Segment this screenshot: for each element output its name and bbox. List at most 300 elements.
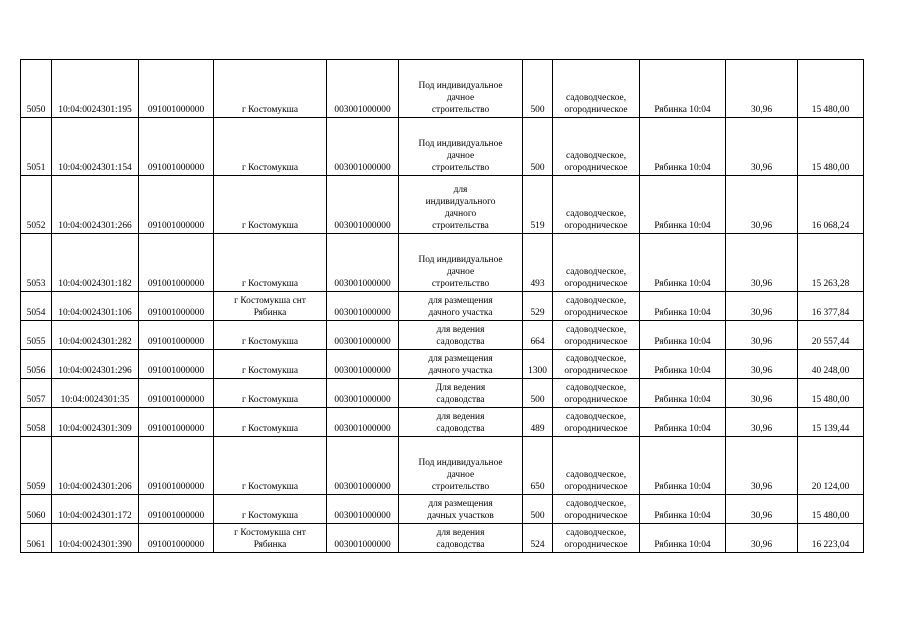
location-cell-text: г Костомукша — [241, 163, 299, 173]
area-cell — [523, 350, 553, 379]
cadastral-number-cell — [52, 379, 139, 408]
table-row — [21, 379, 864, 408]
okato-code-cell — [139, 292, 214, 321]
permitted-use-cell-text: для размещения — [428, 296, 493, 306]
permitted-use-cell-text: дачное — [446, 267, 475, 277]
specific-value-cell-text: 30,96 — [750, 279, 773, 289]
okato-code-cell-text: 091001000000 — [147, 221, 205, 231]
area-cell-text: 519 — [530, 221, 545, 231]
category-cell — [553, 118, 640, 176]
permitted-use-cell-text: строительство — [431, 279, 490, 289]
location-cell-text: Рябинка — [253, 308, 287, 318]
category-cell — [553, 176, 640, 234]
cadastral-value-cell — [798, 350, 864, 379]
cadastral-number-cell-text: 10:04:0024301:309 — [58, 424, 132, 434]
zone-cell — [640, 524, 726, 553]
okato-code-cell-text: 091001000000 — [147, 482, 205, 492]
zone-cell-text: Рябинка 10:04 — [654, 105, 711, 115]
category-cell — [553, 234, 640, 292]
cadastral-value-cell-text: 20 124,00 — [811, 482, 850, 492]
category-cell-text: садоводческое, — [565, 499, 627, 509]
permitted-use-cell-text: для размещения — [428, 354, 493, 364]
oktmo-code-cell-text: 003001000000 — [334, 424, 391, 434]
specific-value-cell-text: 30,96 — [750, 337, 773, 347]
row-number-cell — [21, 495, 52, 524]
oktmo-code-cell-text: 003001000000 — [334, 221, 391, 231]
cadastral-value-cell-text: 15 480,00 — [811, 511, 850, 521]
area-cell-text: 489 — [530, 424, 545, 434]
oktmo-code-cell-text: 003001000000 — [334, 279, 391, 289]
area-cell — [523, 321, 553, 350]
row-number-cell-text: 5051 — [26, 163, 46, 173]
category-cell-text: садоводческое, — [565, 296, 627, 306]
permitted-use-cell — [399, 60, 523, 118]
location-cell-text: Рябинка — [253, 540, 287, 550]
permitted-use-cell-text: дачных участков — [427, 511, 494, 521]
oktmo-code-cell-text: 003001000000 — [334, 482, 391, 492]
cadastral-number-cell — [52, 234, 139, 292]
area-cell-text: 529 — [530, 308, 545, 318]
permitted-use-cell — [399, 408, 523, 437]
specific-value-cell — [726, 292, 798, 321]
permitted-use-cell-text: дачного — [444, 209, 477, 219]
category-cell-text: огородническое — [564, 279, 628, 289]
zone-cell-text: Рябинка 10:04 — [654, 511, 711, 521]
location-cell-text: г Костомукша — [241, 221, 299, 231]
specific-value-cell — [726, 234, 798, 292]
table-row — [21, 524, 864, 553]
specific-value-cell-text: 30,96 — [750, 221, 773, 231]
zone-cell — [640, 60, 726, 118]
permitted-use-cell — [399, 234, 523, 292]
permitted-use-cell — [399, 321, 523, 350]
oktmo-code-cell — [327, 408, 399, 437]
oktmo-code-cell-text: 003001000000 — [334, 308, 391, 318]
category-cell — [553, 350, 640, 379]
specific-value-cell — [726, 350, 798, 379]
permitted-use-cell — [399, 524, 523, 553]
row-number-cell — [21, 321, 52, 350]
area-cell-text: 650 — [530, 482, 545, 492]
oktmo-code-cell — [327, 176, 399, 234]
cadastral-number-cell — [52, 408, 139, 437]
category-cell — [553, 60, 640, 118]
row-number-cell — [21, 118, 52, 176]
zone-cell-text: Рябинка 10:04 — [654, 395, 711, 405]
cadastral-value-cell-text: 16 223,04 — [811, 540, 850, 550]
row-number-cell — [21, 60, 52, 118]
permitted-use-cell-text: садоводства — [436, 337, 485, 347]
zone-cell — [640, 321, 726, 350]
zone-cell-text: Рябинка 10:04 — [654, 163, 711, 173]
okato-code-cell-text: 091001000000 — [147, 105, 205, 115]
cadastral-number-cell-text: 10:04:0024301:282 — [58, 337, 132, 347]
oktmo-code-cell-text: 003001000000 — [334, 163, 391, 173]
cadastral-number-cell-text: 10:04:0024301:266 — [58, 221, 132, 231]
permitted-use-cell-text: дачного участка — [428, 366, 493, 376]
category-cell — [553, 408, 640, 437]
cadastral-number-cell — [52, 321, 139, 350]
category-cell — [553, 292, 640, 321]
okato-code-cell — [139, 495, 214, 524]
okato-code-cell-text: 091001000000 — [147, 424, 205, 434]
cadastral-value-cell-text: 15 263,28 — [811, 279, 850, 289]
cadastral-number-cell — [52, 437, 139, 495]
area-cell — [523, 408, 553, 437]
location-cell — [214, 437, 327, 495]
oktmo-code-cell — [327, 118, 399, 176]
okato-code-cell — [139, 524, 214, 553]
area-cell-text: 664 — [530, 337, 545, 347]
location-cell-text: г Костомукша — [241, 511, 299, 521]
category-cell-text: огородническое — [564, 308, 628, 318]
area-cell — [523, 176, 553, 234]
okato-code-cell — [139, 350, 214, 379]
row-number-cell — [21, 437, 52, 495]
category-cell — [553, 495, 640, 524]
category-cell-text: садоводческое, — [565, 528, 627, 538]
cadastral-value-cell — [798, 118, 864, 176]
location-cell-text: г Костомукша — [241, 395, 299, 405]
area-cell-text: 500 — [530, 105, 545, 115]
permitted-use-cell-text: дачного участка — [428, 308, 493, 318]
table-row — [21, 495, 864, 524]
okato-code-cell — [139, 234, 214, 292]
row-number-cell-text: 5056 — [26, 366, 46, 376]
area-cell — [523, 437, 553, 495]
area-cell — [523, 292, 553, 321]
row-number-cell — [21, 408, 52, 437]
location-cell — [214, 408, 327, 437]
cadastral-number-cell-text: 10:04:0024301:182 — [58, 279, 132, 289]
cadastral-number-cell-text: 10:04:0024301:154 — [58, 163, 132, 173]
okato-code-cell — [139, 379, 214, 408]
cadastral-value-cell-text: 15 480,00 — [811, 105, 850, 115]
area-cell — [523, 524, 553, 553]
oktmo-code-cell — [327, 524, 399, 553]
category-cell — [553, 379, 640, 408]
permitted-use-cell-text: садоводства — [436, 424, 485, 434]
area-cell-text: 493 — [530, 279, 545, 289]
okato-code-cell-text: 091001000000 — [147, 163, 205, 173]
category-cell-text: садоводческое, — [565, 151, 627, 161]
cadastral-number-cell — [52, 524, 139, 553]
location-cell-text: г Костомукша — [241, 279, 299, 289]
specific-value-cell-text: 30,96 — [750, 308, 773, 318]
specific-value-cell-text: 30,96 — [750, 105, 773, 115]
location-cell — [214, 234, 327, 292]
specific-value-cell — [726, 379, 798, 408]
row-number-cell — [21, 379, 52, 408]
location-cell — [214, 292, 327, 321]
zone-cell-text: Рябинка 10:04 — [654, 221, 711, 231]
location-cell — [214, 524, 327, 553]
specific-value-cell — [726, 118, 798, 176]
category-cell-text: садоводческое, — [565, 383, 627, 393]
cadastral-number-cell — [52, 292, 139, 321]
location-cell-text: г Костомукша снт — [234, 296, 306, 306]
oktmo-code-cell — [327, 379, 399, 408]
specific-value-cell — [726, 408, 798, 437]
cadastral-value-cell — [798, 524, 864, 553]
zone-cell — [640, 118, 726, 176]
cadastral-number-cell-text: 10:04:0024301:195 — [58, 105, 132, 115]
permitted-use-cell-text: индивидуального — [425, 197, 496, 207]
row-number-cell — [21, 292, 52, 321]
specific-value-cell — [726, 437, 798, 495]
table-row — [21, 321, 864, 350]
category-cell-text: огородническое — [564, 511, 628, 521]
cadastral-number-cell — [52, 495, 139, 524]
permitted-use-cell-text: Под индивидуальное — [418, 458, 503, 468]
permitted-use-cell-text: для ведения — [436, 325, 485, 335]
area-cell-text: 524 — [530, 540, 545, 550]
category-cell-text: садоводческое, — [565, 209, 627, 219]
category-cell-text: огородническое — [564, 221, 628, 231]
permitted-use-cell — [399, 176, 523, 234]
okato-code-cell — [139, 437, 214, 495]
category-cell-text: огородническое — [564, 105, 628, 115]
permitted-use-cell — [399, 379, 523, 408]
permitted-use-cell-text: дачное — [446, 93, 475, 103]
location-cell-text: г Костомукша — [241, 105, 299, 115]
location-cell — [214, 495, 327, 524]
zone-cell — [640, 495, 726, 524]
specific-value-cell — [726, 495, 798, 524]
cadastral-number-cell-text: 10:04:0024301:172 — [58, 511, 132, 521]
row-number-cell — [21, 350, 52, 379]
cadastral-value-cell-text: 16 068,24 — [811, 221, 850, 231]
category-cell-text: садоводческое, — [565, 412, 627, 422]
permitted-use-cell-text: строительство — [431, 163, 490, 173]
oktmo-code-cell-text: 003001000000 — [334, 395, 391, 405]
table-row — [21, 437, 864, 495]
zone-cell — [640, 176, 726, 234]
cadastral-value-cell — [798, 60, 864, 118]
row-number-cell-text: 5060 — [26, 511, 46, 521]
row-number-cell-text: 5058 — [26, 424, 46, 434]
specific-value-cell-text: 30,96 — [750, 424, 773, 434]
category-cell-text: садоводческое, — [565, 354, 627, 364]
zone-cell — [640, 234, 726, 292]
row-number-cell-text: 5050 — [26, 105, 46, 115]
oktmo-code-cell — [327, 350, 399, 379]
permitted-use-cell-text: для ведения — [436, 528, 485, 538]
okato-code-cell — [139, 60, 214, 118]
area-cell-text: 1300 — [528, 366, 547, 376]
cadastral-number-cell-text: 10:04:0024301:296 — [58, 366, 132, 376]
permitted-use-cell-text: строительства — [432, 221, 489, 231]
cadastral-number-cell-text: 10:04:0024301:206 — [58, 482, 132, 492]
permitted-use-cell-text: для — [453, 185, 468, 195]
permitted-use-cell — [399, 118, 523, 176]
okato-code-cell — [139, 408, 214, 437]
cadastral-number-cell-text: 10:04:0024301:35 — [60, 395, 130, 405]
location-cell-text: г Костомукша — [241, 482, 299, 492]
okato-code-cell-text: 091001000000 — [147, 279, 205, 289]
cadastral-value-cell — [798, 176, 864, 234]
permitted-use-cell-text: Под индивидуальное — [418, 255, 503, 265]
okato-code-cell-text: 091001000000 — [147, 366, 205, 376]
location-cell-text: г Костомукша снт — [234, 528, 306, 538]
permitted-use-cell-text: Для ведения — [435, 383, 486, 393]
category-cell — [553, 437, 640, 495]
row-number-cell-text: 5054 — [26, 308, 46, 318]
zone-cell-text: Рябинка 10:04 — [654, 366, 711, 376]
specific-value-cell — [726, 176, 798, 234]
specific-value-cell-text: 30,96 — [750, 482, 773, 492]
cadastral-value-cell-text: 40 248,00 — [811, 366, 850, 376]
permitted-use-cell — [399, 495, 523, 524]
oktmo-code-cell — [327, 321, 399, 350]
table-row — [21, 350, 864, 379]
oktmo-code-cell — [327, 60, 399, 118]
oktmo-code-cell — [327, 234, 399, 292]
cadastral-value-cell — [798, 408, 864, 437]
cadastral-number-cell — [52, 176, 139, 234]
cadastral-value-cell — [798, 437, 864, 495]
row-number-cell-text: 5052 — [26, 221, 46, 231]
zone-cell-text: Рябинка 10:04 — [654, 540, 711, 550]
zone-cell — [640, 292, 726, 321]
permitted-use-cell-text: строительство — [431, 482, 490, 492]
table-row — [21, 118, 864, 176]
cadastral-value-cell — [798, 495, 864, 524]
area-cell — [523, 379, 553, 408]
okato-code-cell-text: 091001000000 — [147, 395, 205, 405]
location-cell — [214, 321, 327, 350]
table-body — [21, 60, 864, 553]
row-number-cell-text: 5057 — [26, 395, 46, 405]
location-cell — [214, 60, 327, 118]
table-row — [21, 292, 864, 321]
permitted-use-cell-text: Под индивидуальное — [418, 81, 503, 91]
cadastral-value-cell-text: 15 480,00 — [811, 395, 850, 405]
specific-value-cell — [726, 321, 798, 350]
okato-code-cell — [139, 118, 214, 176]
location-cell-text: г Костомукша — [241, 424, 299, 434]
category-cell-text: огородническое — [564, 395, 628, 405]
permitted-use-cell-text: садоводства — [436, 540, 485, 550]
cadastral-value-cell — [798, 292, 864, 321]
permitted-use-cell-text: дачное — [446, 151, 475, 161]
specific-value-cell — [726, 524, 798, 553]
okato-code-cell — [139, 321, 214, 350]
oktmo-code-cell-text: 003001000000 — [334, 511, 391, 521]
permitted-use-cell-text: для ведения — [436, 412, 485, 422]
table-row — [21, 60, 864, 118]
cadastral-number-cell-text: 10:04:0024301:106 — [58, 308, 132, 318]
zone-cell — [640, 437, 726, 495]
cadastral-value-table — [20, 59, 864, 553]
location-cell — [214, 118, 327, 176]
cadastral-value-cell-text: 16 377,84 — [811, 308, 850, 318]
category-cell-text: огородническое — [564, 424, 628, 434]
oktmo-code-cell — [327, 437, 399, 495]
table-row — [21, 234, 864, 292]
zone-cell — [640, 408, 726, 437]
cadastral-value-cell-text: 15 139,44 — [811, 424, 850, 434]
row-number-cell-text: 5055 — [26, 337, 46, 347]
oktmo-code-cell — [327, 495, 399, 524]
okato-code-cell-text: 091001000000 — [147, 308, 205, 318]
area-cell-text: 500 — [530, 395, 545, 405]
location-cell-text: г Костомукша — [241, 337, 299, 347]
oktmo-code-cell — [327, 292, 399, 321]
location-cell — [214, 379, 327, 408]
zone-cell — [640, 379, 726, 408]
permitted-use-cell-text: строительство — [431, 105, 490, 115]
cadastral-number-cell — [52, 350, 139, 379]
location-cell — [214, 350, 327, 379]
area-cell — [523, 60, 553, 118]
area-cell — [523, 495, 553, 524]
specific-value-cell — [726, 60, 798, 118]
category-cell-text: огородническое — [564, 540, 628, 550]
cadastral-value-cell — [798, 379, 864, 408]
zone-cell-text: Рябинка 10:04 — [654, 424, 711, 434]
oktmo-code-cell-text: 003001000000 — [334, 366, 391, 376]
specific-value-cell-text: 30,96 — [750, 511, 773, 521]
zone-cell-text: Рябинка 10:04 — [654, 279, 711, 289]
permitted-use-cell-text: дачное — [446, 470, 475, 480]
table-row — [21, 176, 864, 234]
area-cell-text: 500 — [530, 511, 545, 521]
permitted-use-cell-text: Под индивидуальное — [418, 139, 503, 149]
oktmo-code-cell-text: 003001000000 — [334, 540, 391, 550]
cadastral-number-cell — [52, 60, 139, 118]
row-number-cell — [21, 234, 52, 292]
category-cell-text: садоводческое, — [565, 325, 627, 335]
category-cell-text: огородническое — [564, 337, 628, 347]
cadastral-value-cell-text: 15 480,00 — [811, 163, 850, 173]
row-number-cell-text: 5059 — [26, 482, 46, 492]
specific-value-cell-text: 30,96 — [750, 366, 773, 376]
permitted-use-cell — [399, 437, 523, 495]
area-cell — [523, 234, 553, 292]
cadastral-value-cell — [798, 321, 864, 350]
zone-cell-text: Рябинка 10:04 — [654, 482, 711, 492]
zone-cell-text: Рябинка 10:04 — [654, 308, 711, 318]
row-number-cell — [21, 524, 52, 553]
row-number-cell-text: 5061 — [26, 540, 46, 550]
permitted-use-cell-text: для размещения — [428, 499, 493, 509]
zone-cell — [640, 350, 726, 379]
category-cell-text: садоводческое, — [565, 267, 627, 277]
category-cell — [553, 524, 640, 553]
table-row — [21, 408, 864, 437]
cadastral-value-cell — [798, 234, 864, 292]
okato-code-cell-text: 091001000000 — [147, 540, 205, 550]
category-cell-text: огородническое — [564, 366, 628, 376]
category-cell-text: огородническое — [564, 482, 628, 492]
cadastral-value-cell-text: 20 557,44 — [811, 337, 850, 347]
row-number-cell-text: 5053 — [26, 279, 46, 289]
zone-cell-text: Рябинка 10:04 — [654, 337, 711, 347]
okato-code-cell — [139, 176, 214, 234]
oktmo-code-cell-text: 003001000000 — [334, 337, 391, 347]
specific-value-cell-text: 30,96 — [750, 163, 773, 173]
category-cell — [553, 321, 640, 350]
okato-code-cell-text: 091001000000 — [147, 511, 205, 521]
location-cell — [214, 176, 327, 234]
okato-code-cell-text: 091001000000 — [147, 337, 205, 347]
cadastral-number-cell-text: 10:04:0024301:390 — [58, 540, 132, 550]
permitted-use-cell — [399, 350, 523, 379]
permitted-use-cell-text: садоводства — [436, 395, 485, 405]
category-cell-text: огородническое — [564, 163, 628, 173]
specific-value-cell-text: 30,96 — [750, 395, 773, 405]
